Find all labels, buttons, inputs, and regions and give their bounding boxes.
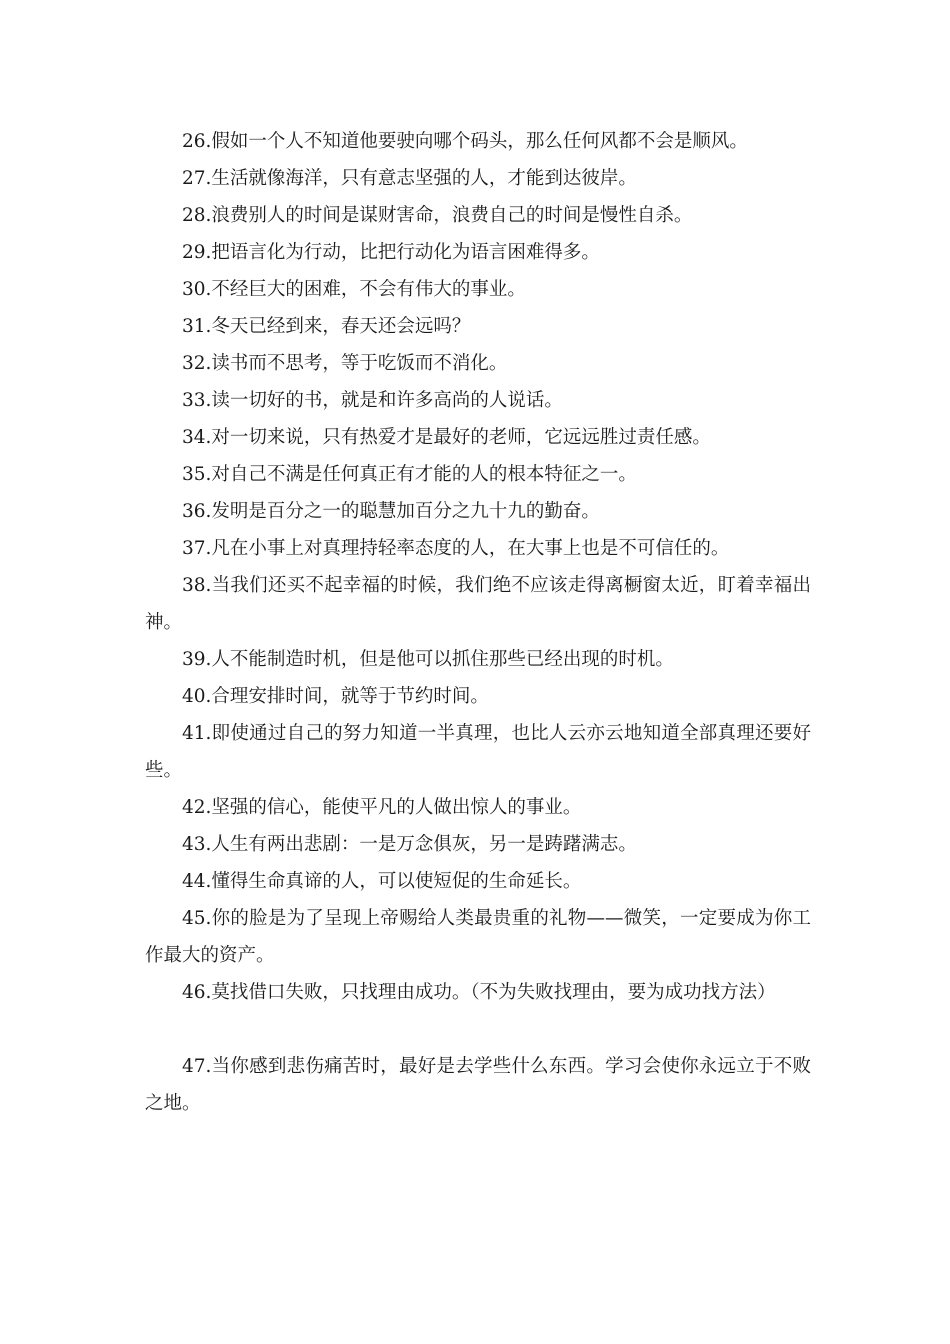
quote-paragraph-35: 35.对自己不满是任何真正有才能的人的根本特征之一。 bbox=[182, 464, 637, 485]
quote-paragraph-46: 46.莫找借口失败，只找理由成功。（不为失败找理由，要为成功找方法） bbox=[182, 982, 776, 1003]
quote-paragraph-44: 44.懂得生命真谛的人，可以使短促的生命延长。 bbox=[182, 871, 582, 892]
quote-paragraph-30: 30.不经巨大的困难，不会有伟大的事业。 bbox=[182, 279, 526, 300]
quote-paragraph-40: 40.合理安排时间，就等于节约时间。 bbox=[182, 686, 489, 707]
quote-paragraph-28: 28.浪费别人的时间是谋财害命，浪费自己的时间是慢性自杀。 bbox=[182, 205, 693, 226]
quote-paragraph-37: 37.凡在小事上对真理持轻率态度的人，在大事上也是不可信任的。 bbox=[182, 538, 730, 559]
quote-paragraph-39: 39.人不能制造时机，但是他可以抓住那些已经出现的时机。 bbox=[182, 649, 674, 670]
quote-paragraph-47: 47.当你感到悲伤痛苦时，最好是去学些什么东西。学习会使你永远立于不败之地。 bbox=[145, 1056, 811, 1114]
quote-paragraph-38: 38.当我们还买不起幸福的时候，我们绝不应该走得离橱窗太近，盯着幸福出神。 bbox=[145, 575, 811, 633]
quote-paragraph-45: 45.你的脸是为了呈现上帝赐给人类最贵重的礼物——微笑，一定要成为你工作最大的资产。 bbox=[145, 908, 811, 966]
document-body bbox=[145, 123, 811, 1122]
quote-paragraph-26: 26.假如一个人不知道他要驶向哪个码头，那么任何风都不会是顺风。 bbox=[182, 131, 748, 152]
quote-paragraph-29: 29.把语言化为行动，比把行动化为语言困难得多。 bbox=[182, 242, 600, 263]
quote-paragraph-27: 27.生活就像海洋，只有意志坚强的人，才能到达彼岸。 bbox=[182, 168, 637, 189]
quote-paragraph-41: 41.即使通过自己的努力知道一半真理，也比人云亦云地知道全部真理还要好些。 bbox=[145, 723, 811, 781]
quote-paragraph-42: 42.坚强的信心，能使平凡的人做出惊人的事业。 bbox=[182, 797, 582, 818]
quote-paragraph-32: 32.读书而不思考，等于吃饭而不消化。 bbox=[182, 353, 508, 374]
quote-paragraph-31: 31.冬天已经到来，春天还会远吗？ bbox=[182, 316, 471, 337]
quote-paragraph-34: 34.对一切来说，只有热爱才是最好的老师，它远远胜过责任感。 bbox=[182, 427, 711, 448]
quote-paragraph-43: 43.人生有两出悲剧：一是万念俱灰，另一是踌躇满志。 bbox=[182, 834, 637, 855]
quote-paragraph-33: 33.读一切好的书，就是和许多高尚的人说话。 bbox=[182, 390, 563, 411]
quote-paragraph-36: 36.发明是百分之一的聪慧加百分之九十九的勤奋。 bbox=[182, 501, 600, 522]
